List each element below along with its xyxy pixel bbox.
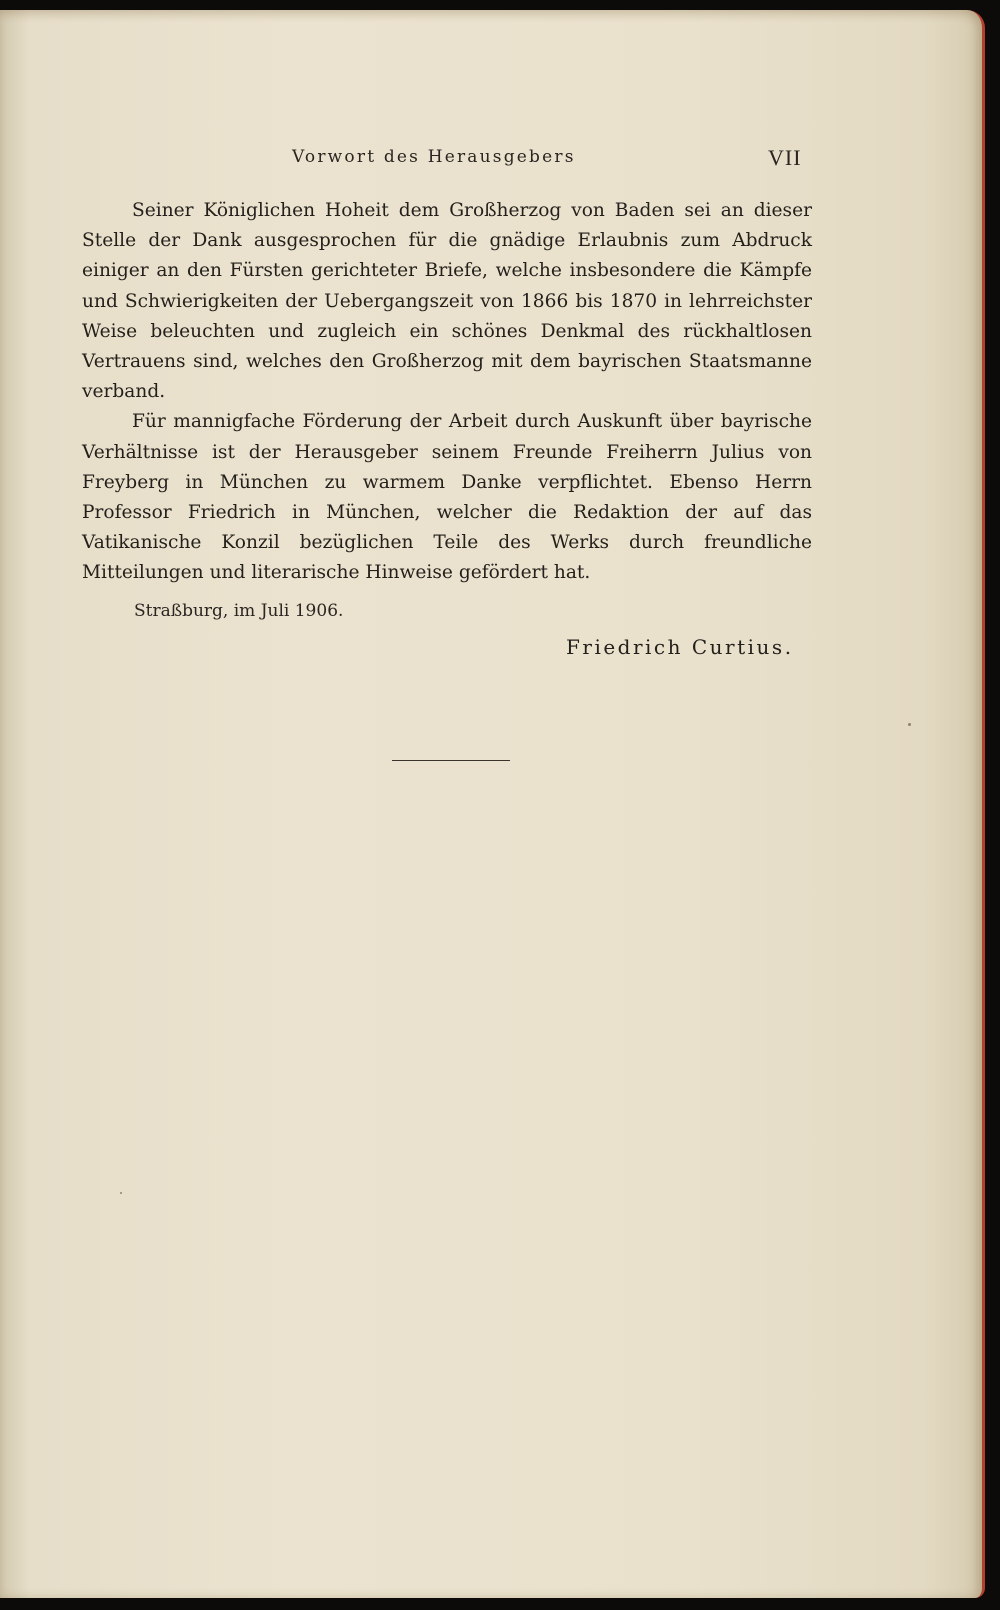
signature: Friedrich Curtius. — [566, 635, 794, 659]
page-sheet — [0, 10, 985, 1598]
paragraph-1: Seiner Königlichen Hoheit dem Großherzog von Baden sei an dieser Stelle der Dank ausgesprochen für die gnädige Erlaubnis zum Abdruck einiger an den Fürsten gerichteter Briefe, welche insbesondere die Kämpfe und Schwierigkeiten der Uebergangszeit von 1866 bis 1870 in lehrreichster Weise beleuchten und zugleich ein schönes Denkmal des rückhaltlosen Vertrauens sind, welches den Großherzog mit dem bayrischen Staatsmanne verband. — [82, 200, 812, 403]
running-title: Vorwort des Herausgebers — [292, 147, 576, 167]
body-text — [82, 196, 812, 589]
paragraph-2: Für mannigfache Förderung der Arbeit durch Auskunft über bayrische Verhältnisse ist der Herausgeber seinem Freunde Freiherrn Julius von Freyberg in München zu warmem Danke verpflichtet. Ebenso Herrn Professor Friedrich in München, welcher die Redaktion der auf das Vatikanische Konzil bezüglichen Teile des Werks durch freundliche Mitteilungen und literarische Hinweise gefördert hat. — [82, 411, 812, 584]
paper-speck — [908, 723, 911, 726]
page-number: VII — [768, 145, 802, 170]
dateline: Straßburg, im Juli 1906. — [134, 601, 344, 621]
paper-speck — [120, 1192, 122, 1194]
end-rule — [392, 760, 510, 761]
page-header — [0, 143, 982, 179]
